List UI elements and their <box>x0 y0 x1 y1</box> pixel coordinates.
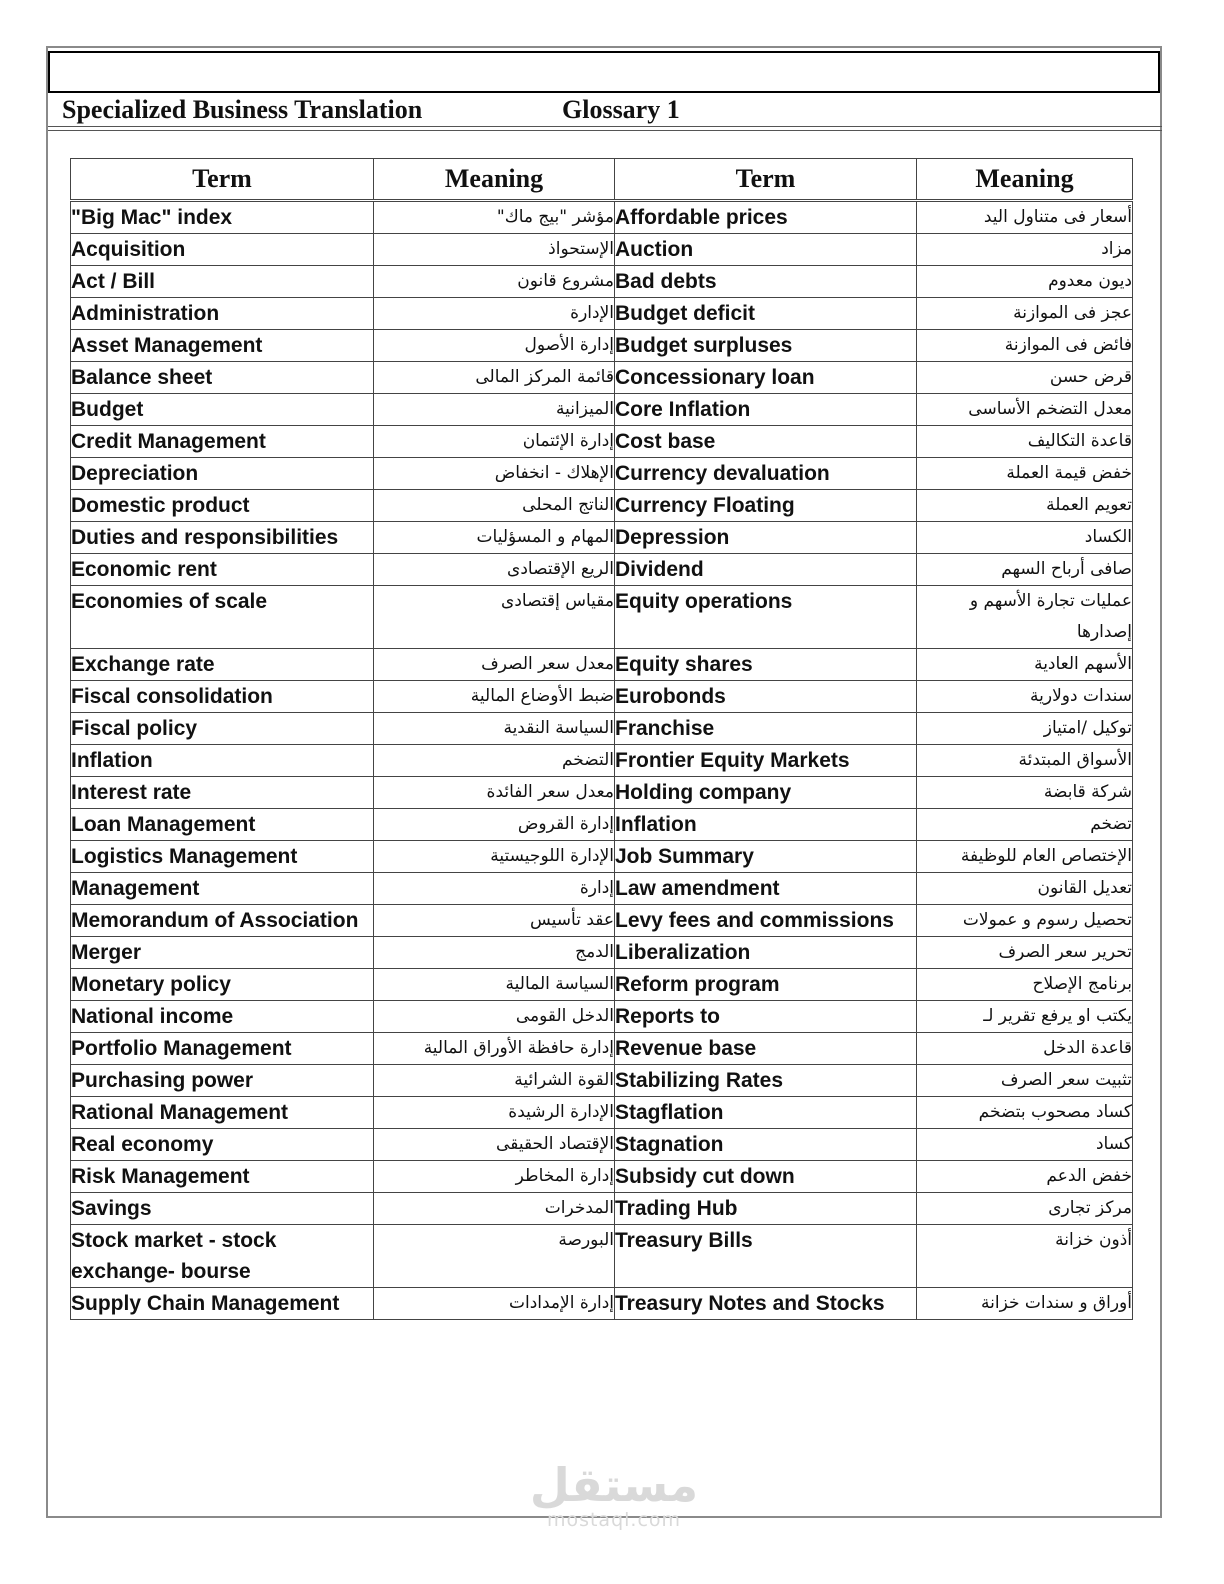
meaning-right: مركز تجارى <box>917 1193 1133 1225</box>
term-left: Exchange rate <box>71 649 374 681</box>
term-left: Loan Management <box>71 809 374 841</box>
table-row <box>71 809 1133 841</box>
meaning-right: تعويم العملة <box>917 490 1133 522</box>
meaning-left: عقد تأسيس <box>374 905 615 937</box>
meaning-right: خفض الدعم <box>917 1161 1133 1193</box>
term-left: Economic rent <box>71 554 374 586</box>
term-right: Liberalization <box>615 937 917 969</box>
term-left: Fiscal policy <box>71 713 374 745</box>
table-row <box>71 554 1133 586</box>
term-right: Auction <box>615 234 917 266</box>
meaning-right: سندات دولارية <box>917 681 1133 713</box>
glossary-table <box>70 158 1133 1320</box>
meaning-right: أذون خزانة <box>917 1225 1133 1288</box>
table-row <box>71 330 1133 362</box>
term-left: National income <box>71 1001 374 1033</box>
term-right: Currency devaluation <box>615 458 917 490</box>
term-right: Job Summary <box>615 841 917 873</box>
meaning-right: تثبيت سعر الصرف <box>917 1065 1133 1097</box>
table-row <box>71 1193 1133 1225</box>
term-left: Credit Management <box>71 426 374 458</box>
term-left: Real economy <box>71 1129 374 1161</box>
term-left: Fiscal consolidation <box>71 681 374 713</box>
meaning-left: مشروع قانون <box>374 266 615 298</box>
watermark <box>519 1460 709 1530</box>
term-left: Balance sheet <box>71 362 374 394</box>
meaning-right: كساد <box>917 1129 1133 1161</box>
header-meaning-right: Meaning <box>917 159 1133 201</box>
meaning-right: عجز فى الموازنة <box>917 298 1133 330</box>
term-right: Revenue base <box>615 1033 917 1065</box>
term-right: Franchise <box>615 713 917 745</box>
meaning-right: الكساد <box>917 522 1133 554</box>
meaning-right: أوراق و سندات خزانة <box>917 1288 1133 1320</box>
meaning-right: تعديل القانون <box>917 873 1133 905</box>
term-right: Levy fees and commissions <box>615 905 917 937</box>
meaning-left: الريع الإقتصادى <box>374 554 615 586</box>
table-row <box>71 649 1133 681</box>
term-left: Budget <box>71 394 374 426</box>
term-left: Interest rate <box>71 777 374 809</box>
table-row <box>71 969 1133 1001</box>
meaning-left: المهام و المسؤليات <box>374 522 615 554</box>
term-right: Currency Floating <box>615 490 917 522</box>
meaning-right: معدل التضخم الأساسى <box>917 394 1133 426</box>
table-row <box>71 1001 1133 1033</box>
meaning-left: إدارة الأصول <box>374 330 615 362</box>
table-row <box>71 745 1133 777</box>
meaning-right: الأسواق المبتدئة <box>917 745 1133 777</box>
meaning-left: المدخرات <box>374 1193 615 1225</box>
table-row <box>71 1161 1133 1193</box>
table-row <box>71 426 1133 458</box>
table-row <box>71 522 1133 554</box>
meaning-left: الإستحواذ <box>374 234 615 266</box>
header-box <box>48 51 1160 93</box>
watermark-latin: mostaql.com <box>546 1509 682 1531</box>
header-meaning-left: Meaning <box>374 159 615 201</box>
term-left: Monetary policy <box>71 969 374 1001</box>
meaning-right: قاعدة الدخل <box>917 1033 1133 1065</box>
table-row <box>71 458 1133 490</box>
term-left: Risk Management <box>71 1161 374 1193</box>
meaning-right: شركة قابضة <box>917 777 1133 809</box>
meaning-left: إدارة المخاطر <box>374 1161 615 1193</box>
table-row <box>71 1097 1133 1129</box>
meaning-left: ضبط الأوضاع المالية <box>374 681 615 713</box>
watermark-arabic: مستقل <box>529 1458 699 1512</box>
meaning-right: فائض فى الموازنة <box>917 330 1133 362</box>
document-subtitle: Glossary 1 <box>562 95 680 124</box>
meaning-right: توكيل /امتياز <box>917 713 1133 745</box>
meaning-left: الإدارة اللوجيستية <box>374 841 615 873</box>
header-divider <box>48 126 1162 131</box>
meaning-right: الإختصاص العام للوظيفة <box>917 841 1133 873</box>
term-right: Subsidy cut down <box>615 1161 917 1193</box>
term-left: Duties and responsibilities <box>71 522 374 554</box>
meaning-right: كساد مصحوب بتضخم <box>917 1097 1133 1129</box>
table-row <box>71 1065 1133 1097</box>
term-left: Economies of scale <box>71 586 374 649</box>
term-right: Equity shares <box>615 649 917 681</box>
meaning-left: الدخل القومى <box>374 1001 615 1033</box>
term-right: Bad debts <box>615 266 917 298</box>
meaning-left: الميزانية <box>374 394 615 426</box>
table-row <box>71 873 1133 905</box>
term-left: Purchasing power <box>71 1065 374 1097</box>
meaning-left: السياسة المالية <box>374 969 615 1001</box>
meaning-right: تحصيل رسوم و عمولات <box>917 905 1133 937</box>
meaning-left: البورصة <box>374 1225 615 1288</box>
meaning-left: الإدارة <box>374 298 615 330</box>
table-row <box>71 777 1133 809</box>
meaning-left: إدارة القروض <box>374 809 615 841</box>
term-right: Core Inflation <box>615 394 917 426</box>
term-left: Memorandum of Association <box>71 905 374 937</box>
term-right: Reform program <box>615 969 917 1001</box>
table-row <box>71 1225 1133 1288</box>
term-right: Stagflation <box>615 1097 917 1129</box>
term-right: Frontier Equity Markets <box>615 745 917 777</box>
meaning-right: الأسهم العادية <box>917 649 1133 681</box>
meaning-right: تضخم <box>917 809 1133 841</box>
meaning-right: خفض قيمة العملة <box>917 458 1133 490</box>
term-right: Stabilizing Rates <box>615 1065 917 1097</box>
term-left: Asset Management <box>71 330 374 362</box>
meaning-left: الإهلاك - انخفاض <box>374 458 615 490</box>
table-row <box>71 234 1133 266</box>
table-row <box>71 266 1133 298</box>
table-row <box>71 1033 1133 1065</box>
meaning-right: قاعدة التكاليف <box>917 426 1133 458</box>
meaning-right: يكتب او يرفع تقرير لـ <box>917 1001 1133 1033</box>
table-row <box>71 362 1133 394</box>
meaning-left: إدارة <box>374 873 615 905</box>
term-left: Portfolio Management <box>71 1033 374 1065</box>
meaning-left: الناتج المحلى <box>374 490 615 522</box>
meaning-left: إدارة حافظة الأوراق المالية <box>374 1033 615 1065</box>
table-row <box>71 490 1133 522</box>
term-left: Depreciation <box>71 458 374 490</box>
meaning-right: صافى أرباح السهم <box>917 554 1133 586</box>
meaning-left: معدل سعر الصرف <box>374 649 615 681</box>
meaning-left: معدل سعر الفائدة <box>374 777 615 809</box>
meaning-right: قرض حسن <box>917 362 1133 394</box>
term-left: Inflation <box>71 745 374 777</box>
term-right: Treasury Notes and Stocks <box>615 1288 917 1320</box>
meaning-left: التضخم <box>374 745 615 777</box>
meaning-left: القوة الشرائية <box>374 1065 615 1097</box>
meaning-right: تحرير سعر الصرف <box>917 937 1133 969</box>
term-left: Acquisition <box>71 234 374 266</box>
table-row <box>71 713 1133 745</box>
meaning-right: برنامج الإصلاح <box>917 969 1133 1001</box>
term-left: Savings <box>71 1193 374 1225</box>
term-right: Concessionary loan <box>615 362 917 394</box>
table-row <box>71 905 1133 937</box>
table-row <box>71 586 1133 649</box>
term-left: Administration <box>71 298 374 330</box>
table-row <box>71 1129 1133 1161</box>
term-right: Reports to <box>615 1001 917 1033</box>
term-right: Equity operations <box>615 586 917 649</box>
meaning-left: السياسة النقدية <box>374 713 615 745</box>
term-left: Merger <box>71 937 374 969</box>
meaning-left: الإدارة الرشيدة <box>374 1097 615 1129</box>
table-row <box>71 841 1133 873</box>
term-right: Holding company <box>615 777 917 809</box>
term-left: Logistics Management <box>71 841 374 873</box>
meaning-left: الدمج <box>374 937 615 969</box>
meaning-left: قائمة المركز المالى <box>374 362 615 394</box>
term-right: Cost base <box>615 426 917 458</box>
header-term-right: Term <box>615 159 917 201</box>
meaning-left: إدارة الإمدادات <box>374 1288 615 1320</box>
term-right: Affordable prices <box>615 201 917 234</box>
term-left: "Big Mac" index <box>71 201 374 234</box>
term-left: Supply Chain Management <box>71 1288 374 1320</box>
table-row <box>71 681 1133 713</box>
meaning-left: مؤشر "بيج ماك" <box>374 201 615 234</box>
table-row <box>71 394 1133 426</box>
term-right: Dividend <box>615 554 917 586</box>
meaning-left: الإقتصاد الحقيقى <box>374 1129 615 1161</box>
header-term-left: Term <box>71 159 374 201</box>
meaning-right: أسعار فى متناول اليد <box>917 201 1133 234</box>
table-row <box>71 298 1133 330</box>
meaning-left: مقياس إقتصادى <box>374 586 615 649</box>
term-right: Eurobonds <box>615 681 917 713</box>
term-right: Law amendment <box>615 873 917 905</box>
term-right: Budget deficit <box>615 298 917 330</box>
term-left: Stock market - stock exchange- bourse <box>71 1225 374 1288</box>
term-right: Budget surpluses <box>615 330 917 362</box>
table-row <box>71 201 1133 234</box>
term-left: Act / Bill <box>71 266 374 298</box>
document-title: Specialized Business Translation <box>62 95 423 124</box>
term-right: Trading Hub <box>615 1193 917 1225</box>
meaning-left: إدارة الإئتمان <box>374 426 615 458</box>
term-right: Stagnation <box>615 1129 917 1161</box>
term-right: Treasury Bills <box>615 1225 917 1288</box>
meaning-right: ديون معدوم <box>917 266 1133 298</box>
meaning-right: مزاد <box>917 234 1133 266</box>
glossary-body <box>71 201 1133 1320</box>
meaning-right: عمليات تجارة الأسهم و إصدارها <box>917 586 1133 649</box>
term-left: Management <box>71 873 374 905</box>
term-left: Rational Management <box>71 1097 374 1129</box>
term-right: Inflation <box>615 809 917 841</box>
term-left: Domestic product <box>71 490 374 522</box>
table-header-row <box>71 159 1133 201</box>
table-row <box>71 1288 1133 1320</box>
table-row <box>71 937 1133 969</box>
term-right: Depression <box>615 522 917 554</box>
